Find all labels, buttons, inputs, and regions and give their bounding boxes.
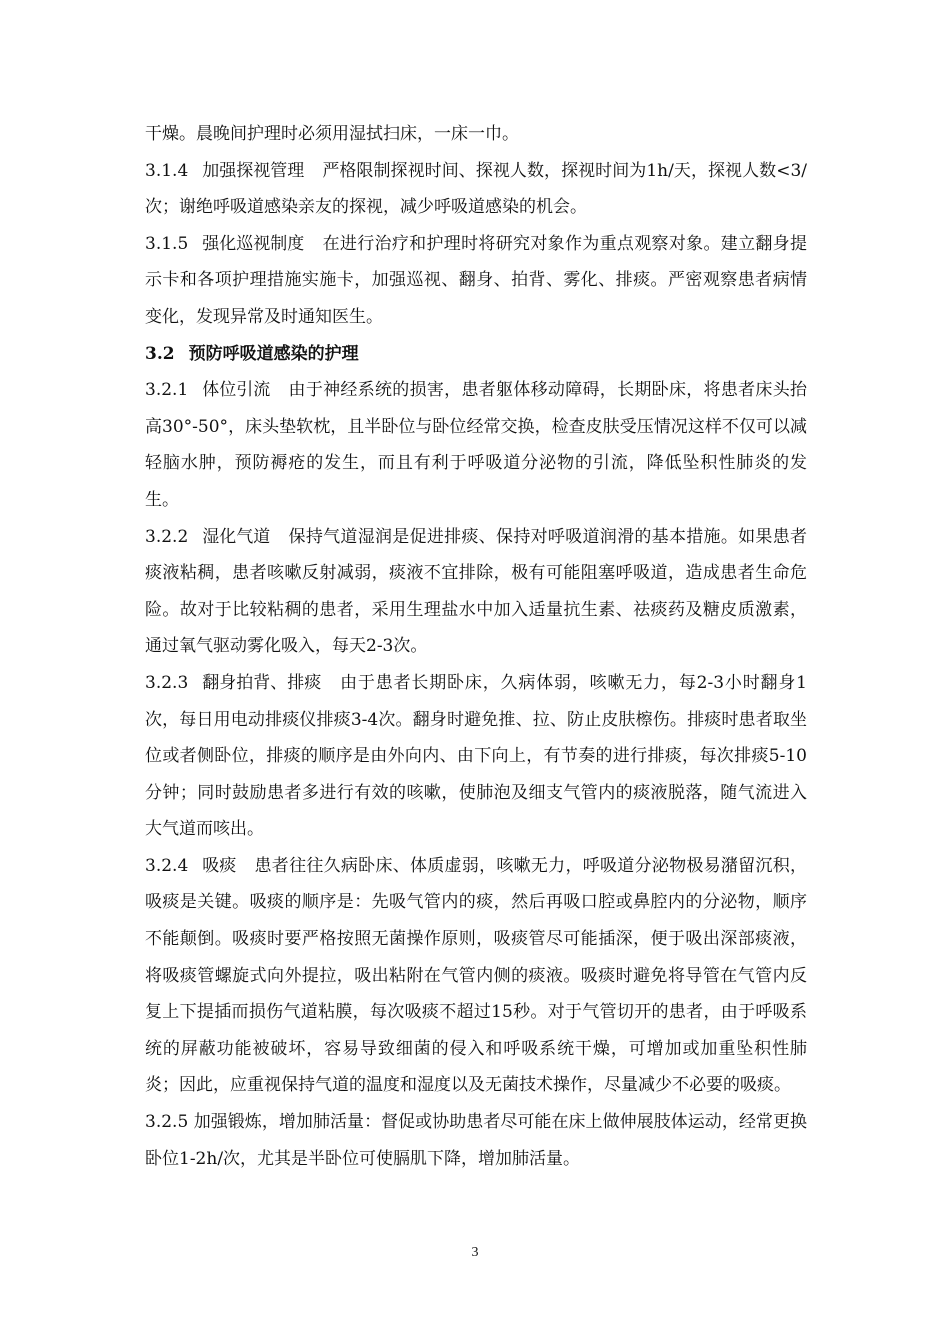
page-number: 3 [471, 1245, 479, 1260]
paragraph-3-2-3 [145, 665, 807, 848]
section-title: 吸痰 [202, 855, 237, 876]
section-title: 强化巡视制度 [202, 233, 305, 254]
paragraph-text: 患者往往久病卧床、体质虚弱，咳嗽无力，呼吸道分泌物极易潴留沉积，吸痰是关键。吸痰的顺序是：先吸气管内的痰，然后再吸口腔或鼻腔内的分泌物，顺序不能颠倒。吸痰时要严格按照无菌操作原则，吸痰管尽可能插深，便于吸出深部痰液，将吸痰管螺旋式向外提拉，吸出粘附在气管内侧的痰液。吸痰时避免将导管在气管内反复上下提插而损伤气道粘膜，每次吸痰不超过15秒。对于气管切开的患者，由于呼吸系统的屏蔽功能被破坏，容易导致细菌的侵入和呼吸系统干燥，可增加或加重坠积性肺炎；因此，应重视保持气道的温度和湿度以及无菌技术操作，尽量减少不必要的吸痰。 [145, 855, 807, 1096]
document-body [145, 116, 807, 1177]
section-number: 3.2.4 [145, 855, 189, 876]
section-number: 3.2.1 [145, 380, 189, 401]
section-number: 3.2.2 [145, 526, 189, 547]
paragraph-3-2-1 [145, 372, 807, 518]
section-title: 加强探视管理 [202, 160, 305, 181]
paragraph-text: 3.2.5 加强锻炼，增加肺活量：督促或协助患者尽可能在床上做伸展肢体运动，经常更换卧位1-2h/次，尤其是半卧位可使膈肌下降，增加肺活量。 [145, 1112, 807, 1169]
section-title: 湿化气道 [202, 526, 271, 547]
section-number: 3.1.5 [145, 233, 189, 254]
paragraph-continuation [145, 116, 807, 153]
section-number: 3.2.3 [145, 672, 189, 693]
section-number: 3.1.4 [145, 160, 189, 181]
paragraph-text: 保持气道湿润是促进排痰、保持对呼吸道润滑的基本措施。如果患者痰液粘稠，患者咳嗽反射减弱，痰液不宜排除，极有可能阻塞呼吸道，造成患者生命危险。故对于比较粘稠的患者，采用生理盐水中加入适量抗生素、祛痰药及糖皮质激素，通过氧气驱动雾化吸入，每天2-3次。 [145, 526, 807, 657]
section-heading-3-2 [145, 336, 807, 373]
paragraph-text: 干燥。晨晚间护理时必须用湿拭扫床，一床一巾。 [145, 124, 519, 144]
section-number: 3.2 [145, 343, 175, 364]
section-title: 翻身拍背、排痰 [202, 672, 322, 693]
paragraph-3-2-2 [145, 519, 807, 665]
paragraph-text: 严格限制探视时间、探视人数，探视时间为1h/天，探视人数<3/次；谢绝呼吸道感染亲友的探视，减少呼吸道感染的机会。 [145, 160, 807, 218]
paragraph-text: 由于患者长期卧床，久病体弱，咳嗽无力，每2-3小时翻身1次，每日用电动排痰仪排痰3-4次。翻身时避免推、拉、防止皮肤檫伤。排痰时患者取坐位或者侧卧位，排痰的顺序是由外向内、由下向上，有节奏的进行排痰，每次排痰5-10分钟；同时鼓励患者多进行有效的咳嗽，使肺泡及细支气管内的痰液脱落，随气流进入大气道而咳出。 [145, 672, 807, 840]
paragraph-3-1-5 [145, 226, 807, 336]
paragraph-3-2-4 [145, 848, 807, 1104]
section-title: 体位引流 [202, 380, 271, 401]
paragraph-3-2-5 [145, 1104, 807, 1177]
paragraph-text: 由于神经系统的损害，患者躯体移动障碍，长期卧床，将患者床头抬高30°-50°，床头垫软枕，且半卧位与卧位经常交换，检查皮肤受压情况这样不仅可以减轻脑水肿，预防褥疮的发生，而且有利于呼吸道分泌物的引流，降低坠积性肺炎的发生。 [145, 380, 807, 510]
paragraph-text: 在进行治疗和护理时将研究对象作为重点观察对象。建立翻身提示卡和各项护理措施实施卡，加强巡视、翻身、拍背、雾化、排痰。严密观察患者病情变化，发现异常及时通知医生。 [145, 233, 807, 327]
paragraph-3-1-4 [145, 153, 807, 226]
section-title: 预防呼吸道感染的护理 [188, 343, 359, 364]
